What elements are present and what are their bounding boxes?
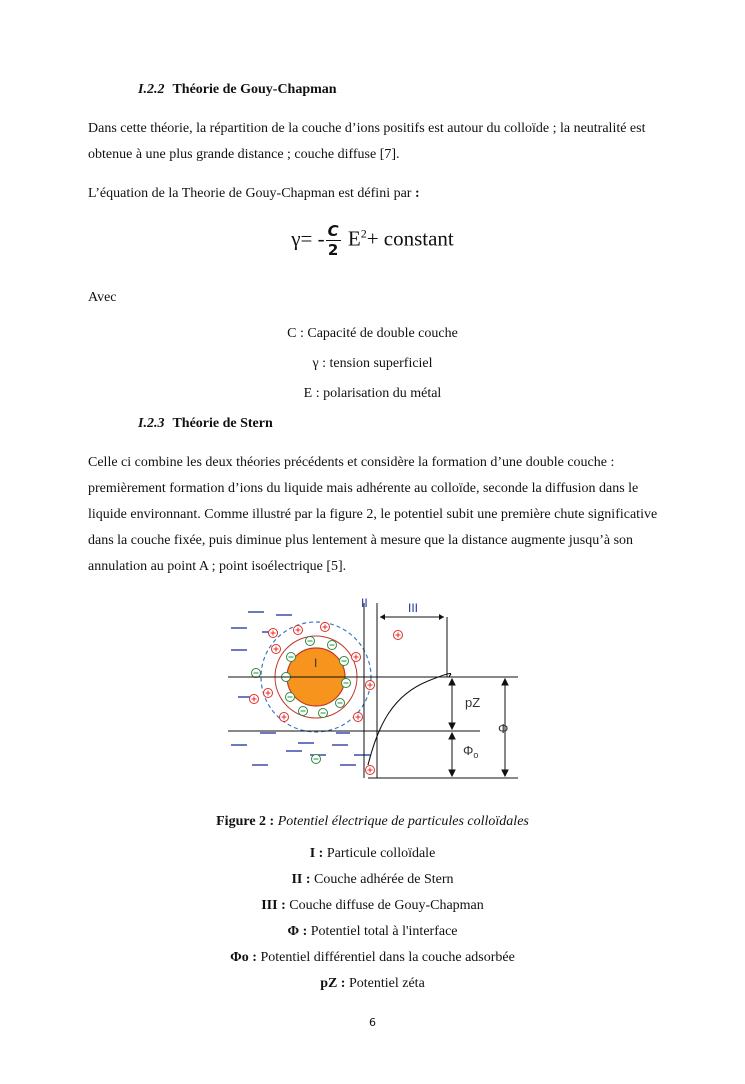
legend-text: Potentiel zéta — [348, 976, 425, 991]
definition-gamma: γ : tension superficiel — [312, 356, 433, 371]
label-phi: Φ — [498, 721, 509, 736]
potential-curve — [368, 674, 451, 765]
equation-lhs: γ= - — [291, 226, 325, 251]
paragraph-gouy-chapman: Dans cette théorie, la répartition de la couche d’ions positifs est autour du colloïde ; la neutralité est obtenue à une plus grande distance ; couche diffuse [7]. — [88, 121, 646, 162]
label-phi0-symbol: Φ — [463, 743, 474, 758]
region-label-iii: III — [408, 601, 419, 615]
legend-item — [0, 846, 745, 862]
legend-key: Φ : — [287, 924, 308, 939]
equation-rest: + constant — [366, 226, 454, 251]
legend-item — [0, 872, 745, 888]
figure-caption-label: Figure 2 : — [216, 814, 275, 829]
legend-key: Φo : — [230, 950, 257, 965]
page-number: 6 — [369, 1016, 376, 1029]
legend-key: pZ : — [320, 976, 346, 991]
section-heading-gouy-chapman — [138, 82, 337, 98]
legend-key: I : — [309, 846, 324, 861]
legend-text: Particule colloïdale — [326, 846, 436, 861]
gouy-chapman-equation — [0, 222, 745, 259]
section-title: Théorie de Stern — [172, 416, 273, 431]
equation-exponent: 2 — [360, 226, 367, 241]
legend-key: II : — [291, 872, 311, 887]
region-label-ii: II — [361, 596, 368, 610]
legend-text: Potentiel total à l'interface — [310, 924, 458, 939]
label-phi0-subscript: o — [473, 750, 479, 760]
equation-fraction — [326, 222, 341, 259]
legend-item — [0, 976, 745, 992]
section-number: I.2.3 — [138, 416, 165, 431]
equation-denominator: 2 — [327, 241, 339, 259]
legend-text: Couche diffuse de Gouy-Chapman — [289, 898, 484, 913]
paragraph-stern: Celle ci combine les deux théories précédents et considère la formation d’une double couche : premièrement formation d’ions du liquide mais adhérente au colloïde, seconde la diffusion dans le liquide environnant. Comme illustré par la figure 2, le potentiel subit une première chute significative dans la couche fixée, puis diminue plus lentement à mesure que la distance augmente jusqu’à son annulation au point A ; point isoélectrique [5]. — [88, 455, 658, 574]
legend-item — [0, 924, 745, 940]
equation-intro-colon: : — [414, 186, 420, 201]
legend-text: Potentiel différentiel dans la couche adsorbée — [260, 950, 515, 965]
legend-text: Couche adhérée de Stern — [314, 872, 454, 887]
region-label-i: I — [314, 656, 318, 670]
label-phi0 — [463, 743, 478, 760]
equation-base: E — [342, 226, 361, 251]
figure-caption-text: Potentiel électrique de particules colloïdales — [277, 814, 529, 829]
legend-item — [0, 950, 745, 966]
figure-colloid-potential — [228, 595, 518, 785]
section-number: I.2.2 — [138, 82, 165, 97]
equation-numerator: C — [327, 222, 339, 240]
equation-intro-text: L’équation de la Theorie de Gouy-Chapman est défini par — [88, 186, 415, 201]
section-heading-stern — [138, 416, 273, 432]
section-title: Théorie de Gouy-Chapman — [172, 82, 337, 97]
label-pz: pZ — [465, 695, 481, 710]
legend-key: III : — [261, 898, 286, 913]
legend-item — [0, 898, 745, 914]
paragraph-equation-intro — [88, 181, 668, 207]
definition-c: C : Capacité de double couche — [287, 326, 458, 341]
figure-caption — [0, 814, 745, 830]
avec-label: Avec — [88, 290, 117, 305]
definition-e: E : polarisation du métal — [303, 386, 442, 401]
